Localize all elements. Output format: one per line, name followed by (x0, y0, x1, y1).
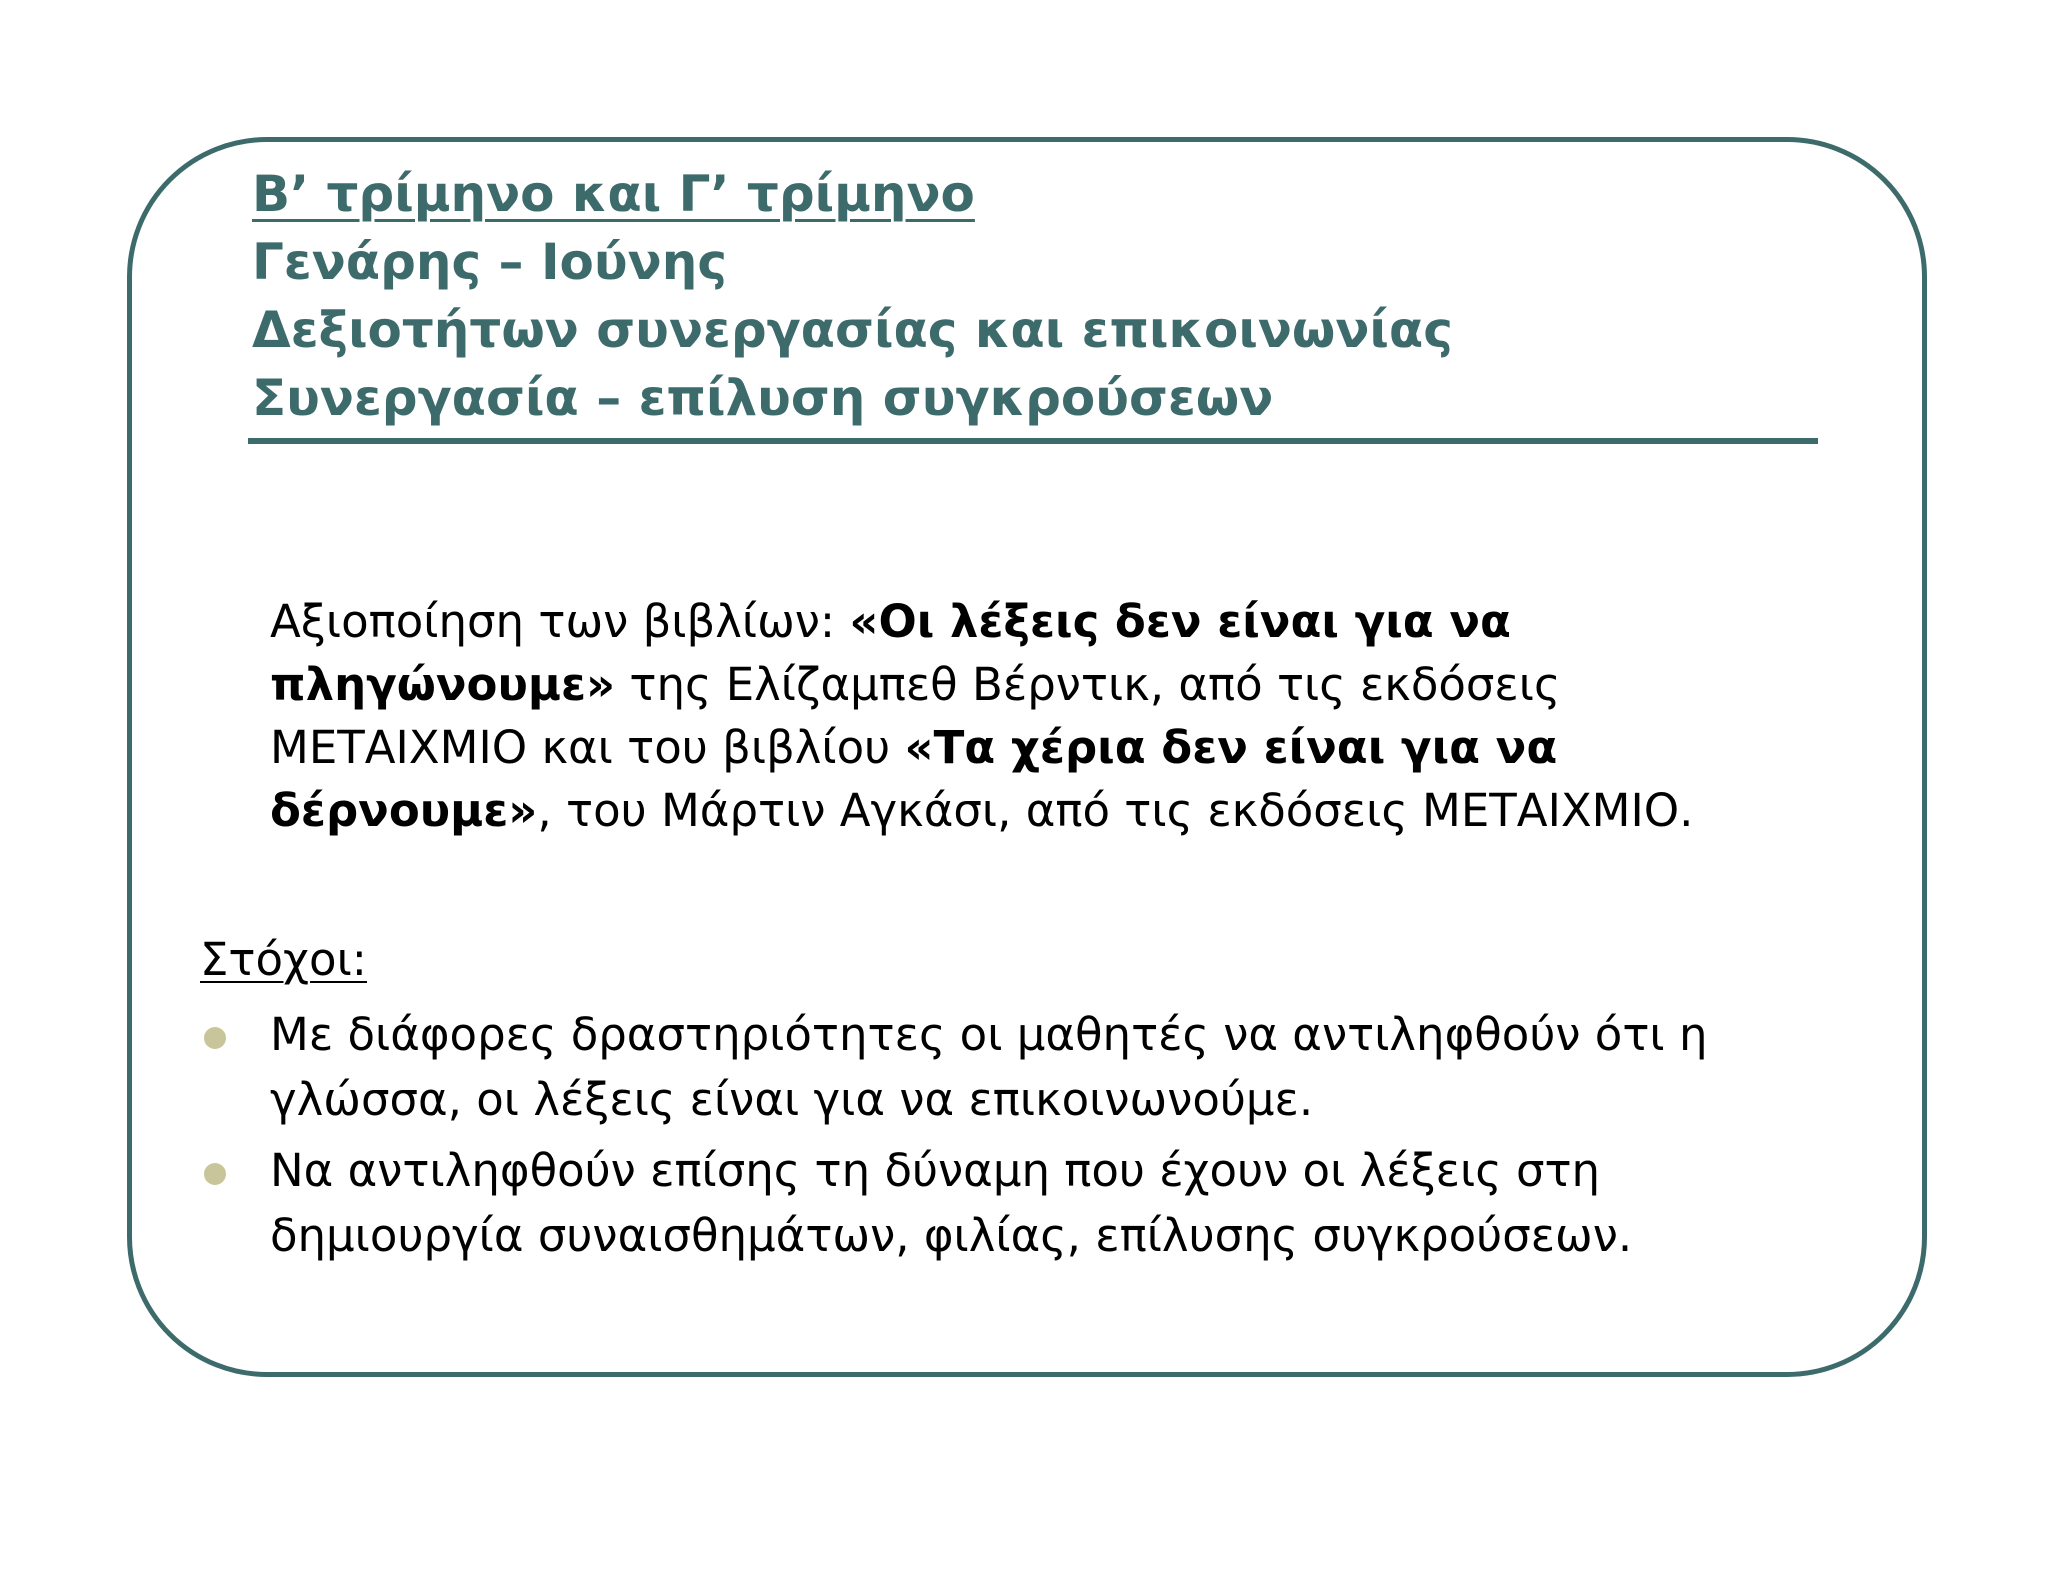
period-heading: Β’ τρίμηνο και Γ’ τρίμηνο (252, 165, 975, 223)
months-heading: Γενάρης – Ιούνης (252, 233, 727, 291)
bullet-icon (204, 1163, 226, 1185)
goal-text: Με διάφορες δραστηριότητες οι μαθητές να αντιληφθούν ότι η γλώσσα, οι λέξεις είναι για να επικοινωνούμε. (270, 1008, 1708, 1126)
bullet-icon (204, 1027, 226, 1049)
goals-heading: Στόχοι: (200, 933, 367, 986)
book1-title: «Οι λέξεις δεν είναι για να πληγώνουμε» (270, 595, 1511, 711)
book1-details: της Ελίζαμπεθ Βέρντικ, από τις εκδόσεις ΜΕΤΑΙΧΜΙΟ και του βιβλίου (270, 658, 1561, 774)
topic-heading: Συνεργασία – επίλυση συγκρούσεων (252, 369, 1274, 427)
skills-heading: Δεξιοτήτων συνεργασίας και επικοινωνίας (252, 301, 1453, 359)
intro-paragraph (270, 590, 1830, 842)
book2-title: «Τα χέρια δεν είναι για να δέρνουμε» (270, 721, 1558, 837)
list-item (200, 1138, 1800, 1268)
list-item (200, 1002, 1800, 1132)
intro-lead: Αξιοποίηση των βιβλίων: (270, 595, 850, 648)
title-divider (248, 438, 1818, 444)
goals-list (200, 1002, 1800, 1274)
book2-details: , του Μάρτιν Αγκάσι, από τις εκδόσεις ΜΕΤΑΙΧΜΙΟ. (537, 784, 1694, 837)
goal-text: Να αντιληφθούν επίσης τη δύναμη που έχουν οι λέξεις στη δημιουργία συναισθημάτων, φιλίας, επίλυσης συγκρούσεων. (270, 1144, 1633, 1262)
title-block (252, 160, 1453, 432)
